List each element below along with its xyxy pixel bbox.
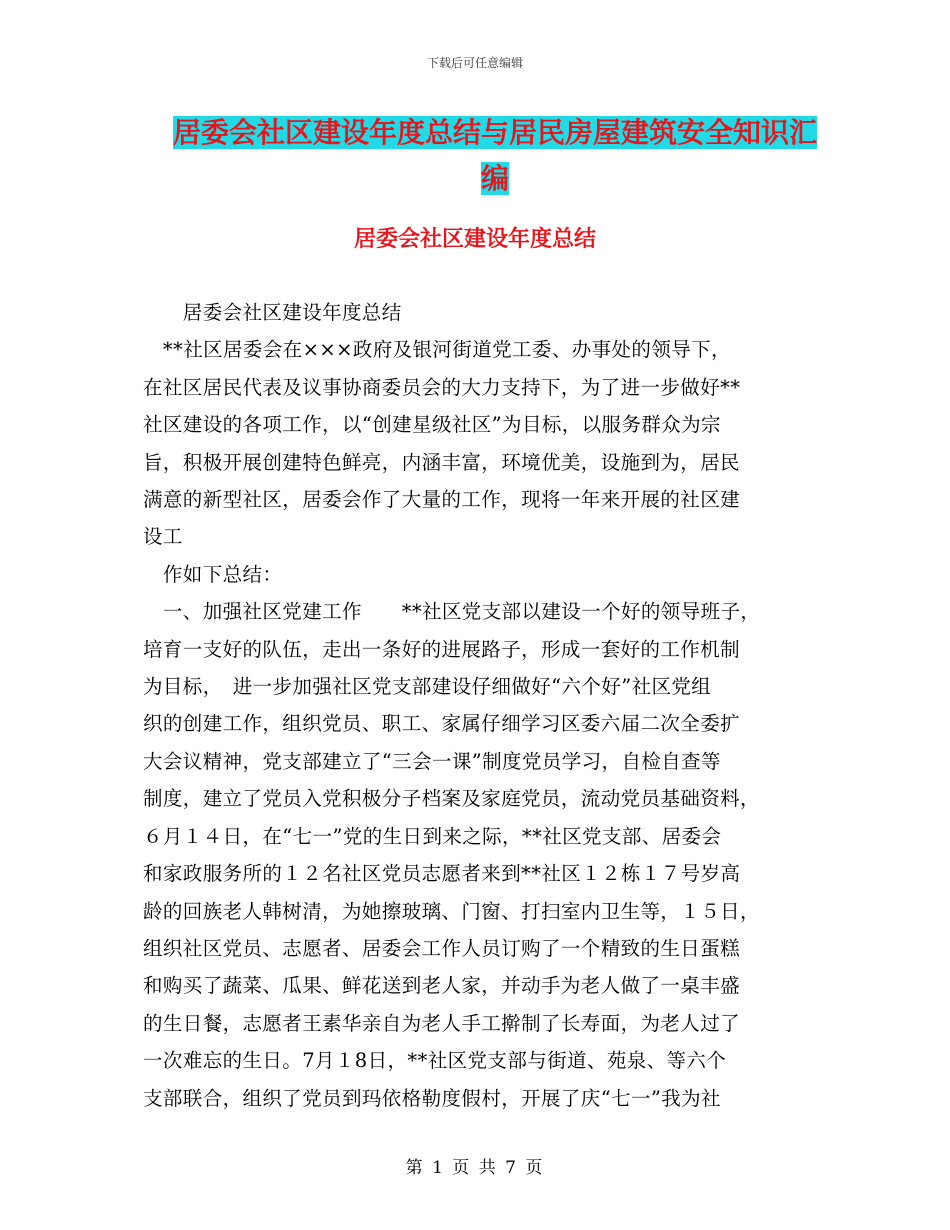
body-line: 的生日餐，志愿者王素华亲自为老人手工擀制了长寿面，为老人过了 bbox=[143, 1011, 741, 1035]
body-text bbox=[143, 294, 811, 1117]
body-line: 设工 bbox=[143, 525, 183, 549]
document-title-line-1: 居委会社区建设年度总结与居民房屋建筑安全知识汇 bbox=[172, 116, 817, 149]
body-line: 大会议精神，党支部建立了“三会一课”制度党员学习，自检自查等 bbox=[143, 749, 721, 773]
body-line: ６月１４日，在“七一”党的生日到来之际，**社区党支部、居委会 bbox=[143, 824, 722, 848]
body-line: 培育一支好的队伍，走出一条好的进展路子，形成一套好的工作机制 bbox=[143, 637, 741, 661]
body-line: 组织社区党员、志愿者、居委会工作人员订购了一个精致的生日蛋糕 bbox=[143, 936, 741, 960]
document-title bbox=[150, 110, 840, 202]
body-line: 居委会社区建设年度总结 bbox=[143, 301, 402, 324]
body-line: 制度，建立了党员入党积极分子档案及家庭党员，流动党员基础资料， bbox=[143, 787, 760, 811]
body-line: 社区建设的各项工作，以“创建星级社区”为目标，以服务群众为宗 bbox=[143, 413, 721, 437]
body-line: 在社区居民代表及议事协商委员会的大力支持下，为了进一步做好** bbox=[143, 375, 741, 399]
document-title-line-2: 编 bbox=[480, 162, 509, 195]
body-line: 作如下总结： bbox=[143, 562, 283, 586]
body-line: 织的创建工作，组织党员、职工、家属仔细学习区委六届二次全委扩 bbox=[143, 712, 741, 736]
body-line: 和购买了蔬菜、瓜果、鲜花送到老人家，并动手为老人做了一桌丰盛 bbox=[143, 974, 741, 998]
page-footer-page-number: 第 1 页 共 7 页 bbox=[405, 1158, 545, 1178]
body-line: 龄的回族老人韩树清，为她擦玻璃、门窗、打扫室内卫生等，１５日， bbox=[143, 899, 760, 923]
section-title: 居委会社区建设年度总结 bbox=[353, 227, 596, 252]
body-line: 一次难忘的生日。7月１8日，**社区党支部与街道、苑泉、等六个 bbox=[143, 1049, 727, 1073]
body-line: 支部联合，组织了党员到玛依格勒度假村，开展了庆“七一”我为社 bbox=[143, 1086, 721, 1110]
page-header-note: 下载后可任意编辑 bbox=[426, 56, 523, 70]
body-line: 满意的新型社区，居委会作了大量的工作，现将一年来开展的社区建 bbox=[143, 488, 741, 512]
body-line: 和家政服务所的１２名社区党员志愿者来到**社区１２栋１７号岁高 bbox=[143, 862, 741, 886]
body-line: 旨，积极开展创建特色鲜亮，内涵丰富，环境优美，设施到为，居民 bbox=[143, 450, 741, 474]
body-line: 一、加强社区党建工作 **社区党支部以建设一个好的领导班子， bbox=[143, 600, 761, 624]
body-line: **社区居委会在×××政府及银河街道党工委、办事处的领导下， bbox=[143, 338, 731, 362]
body-line: 为目标， 进一步加强社区党支部建设仔细做好“六个好”社区党组 bbox=[143, 675, 712, 699]
